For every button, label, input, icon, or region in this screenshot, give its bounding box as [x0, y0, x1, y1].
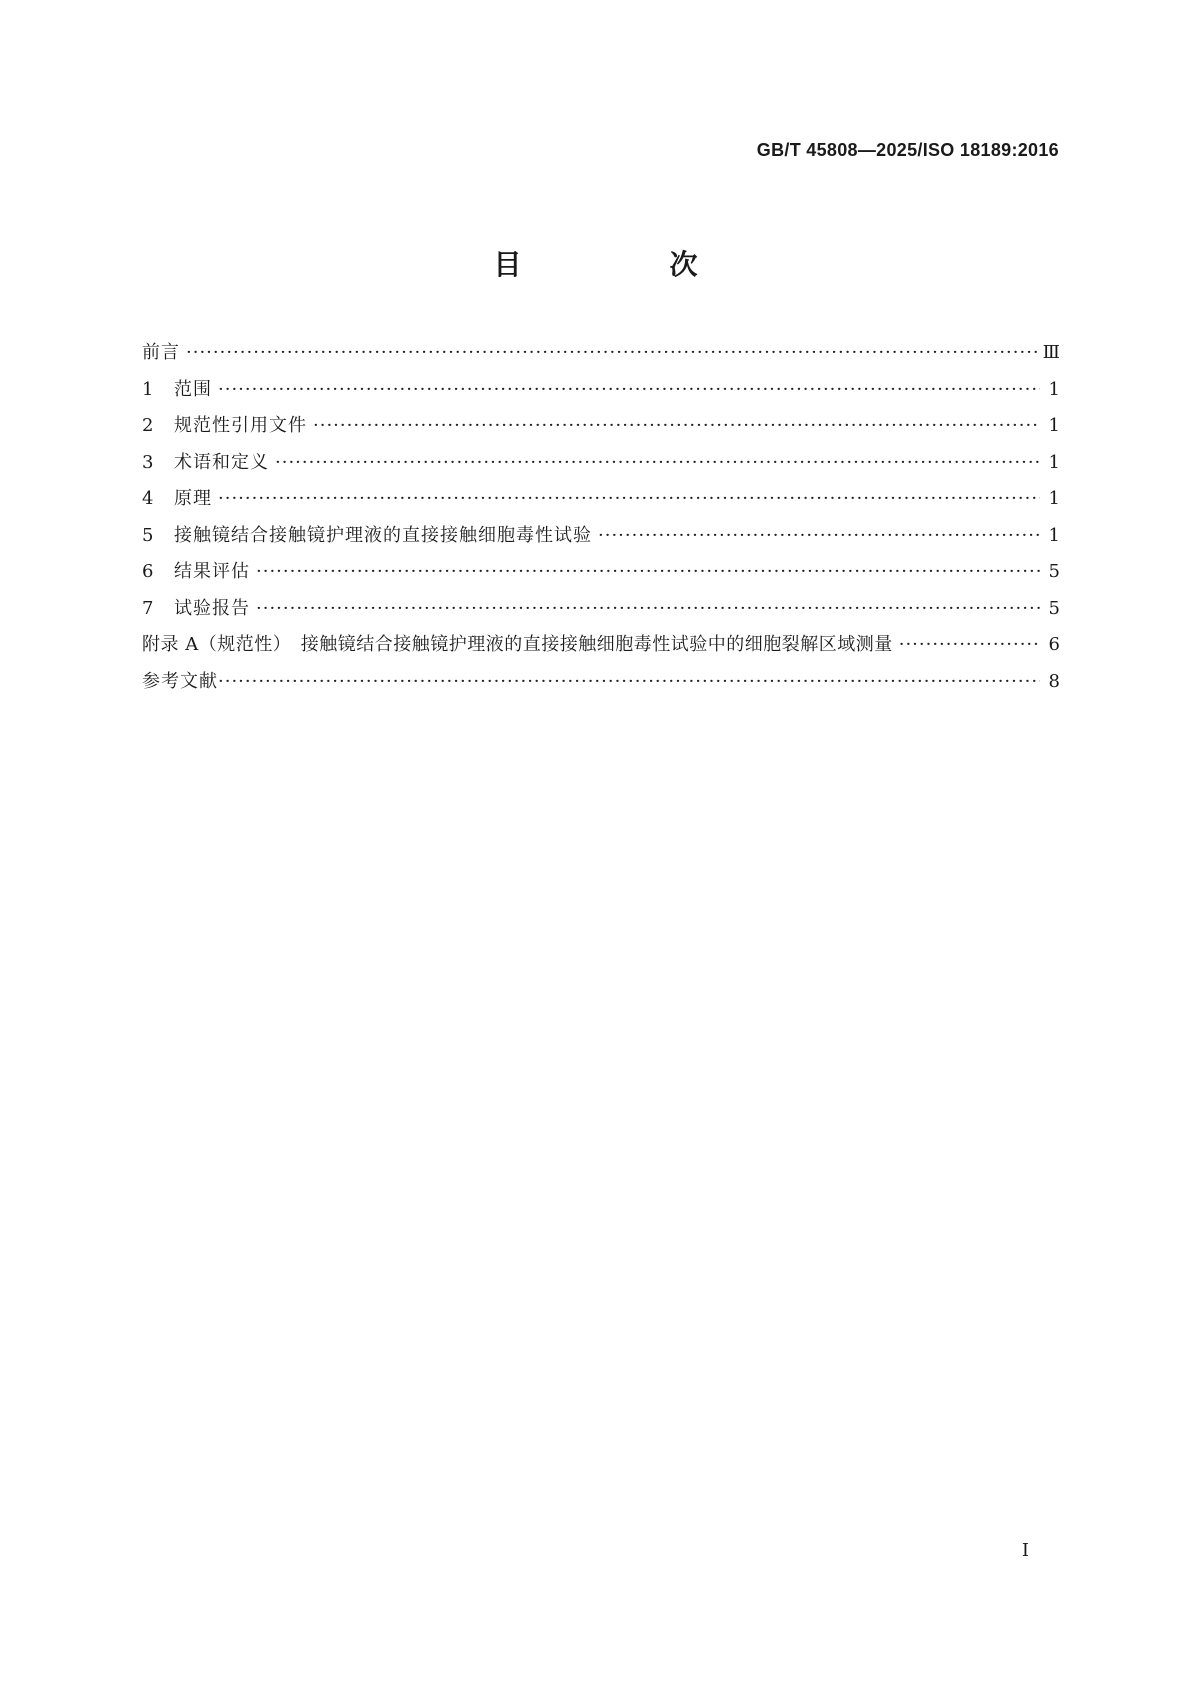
toc-entry-scope[interactable] [142, 378, 1060, 415]
toc-leader-dots [218, 487, 1040, 511]
toc-leader-dots [218, 670, 1040, 694]
toc-entry-number: 3 [142, 451, 154, 473]
toc-entry-page: 1 [1048, 451, 1060, 473]
toc-entry-label: 前言 [142, 342, 180, 363]
toc-entry-foreword[interactable] [142, 341, 1060, 378]
toc-entry-page: 6 [1048, 634, 1060, 655]
toc-entry-page: Ⅲ [1042, 342, 1060, 363]
toc-entry-terms-definitions[interactable] [142, 451, 1060, 488]
toc-entry-page: 5 [1048, 561, 1060, 582]
toc-entry-label: 接触镜结合接触镜护理液的直接接触细胞毒性试验 [174, 524, 592, 546]
toc-entry-page: 1 [1048, 415, 1060, 436]
toc-entry-page: 1 [1048, 378, 1060, 400]
toc-entry-label: 原理 [174, 488, 212, 509]
toc-entry-label: 范围 [174, 378, 212, 400]
page-title: 目 次 [493, 248, 758, 281]
toc-entry-label: 结果评估 [174, 561, 250, 582]
toc-leader-dots [899, 633, 1040, 657]
toc-entry-principle[interactable] [142, 487, 1060, 524]
toc-entry-evaluation[interactable] [142, 560, 1060, 597]
toc-leader-dots [256, 597, 1040, 621]
toc-leader-dots [186, 341, 1037, 365]
toc-entry-label: 试验报告 [174, 597, 250, 619]
toc-leader-dots [218, 378, 1040, 402]
toc-entry-bibliography[interactable] [142, 670, 1060, 707]
toc-entry-label: 术语和定义 [174, 451, 269, 473]
table-of-contents [142, 341, 1060, 706]
toc-entry-cytotoxicity-test[interactable] [142, 524, 1060, 561]
toc-leader-dots [313, 414, 1040, 438]
footer-page-number: Ⅰ [1021, 1540, 1029, 1561]
toc-entry-page: 5 [1048, 597, 1060, 619]
toc-entry-page: 8 [1048, 670, 1060, 692]
toc-entry-page: 1 [1048, 524, 1060, 546]
toc-leader-dots [598, 524, 1040, 548]
toc-entry-number: 1 [142, 378, 154, 400]
toc-leader-dots [275, 451, 1040, 475]
header-standard-code: GB/T 45808—2025/ISO 18189:2016 [756, 140, 1059, 160]
toc-entry-normative-references[interactable] [142, 414, 1060, 451]
toc-entry-label: 规范性引用文件 [174, 415, 307, 436]
toc-entry-label: 参考文献 [142, 670, 218, 692]
toc-entry-test-report[interactable] [142, 597, 1060, 634]
toc-entry-number: 7 [142, 597, 154, 619]
toc-entry-page: 1 [1048, 488, 1060, 509]
toc-entry-number: 4 [142, 488, 154, 509]
toc-entry-annex-a[interactable] [142, 633, 1060, 670]
toc-entry-label: 附录 A（规范性） 接触镜结合接触镜护理液的直接接触细胞毒性试验中的细胞裂解区域测量 [142, 634, 893, 655]
toc-entry-number: 5 [142, 524, 154, 546]
toc-entry-number: 6 [142, 561, 154, 582]
toc-entry-number: 2 [142, 415, 154, 436]
toc-leader-dots [256, 560, 1040, 584]
